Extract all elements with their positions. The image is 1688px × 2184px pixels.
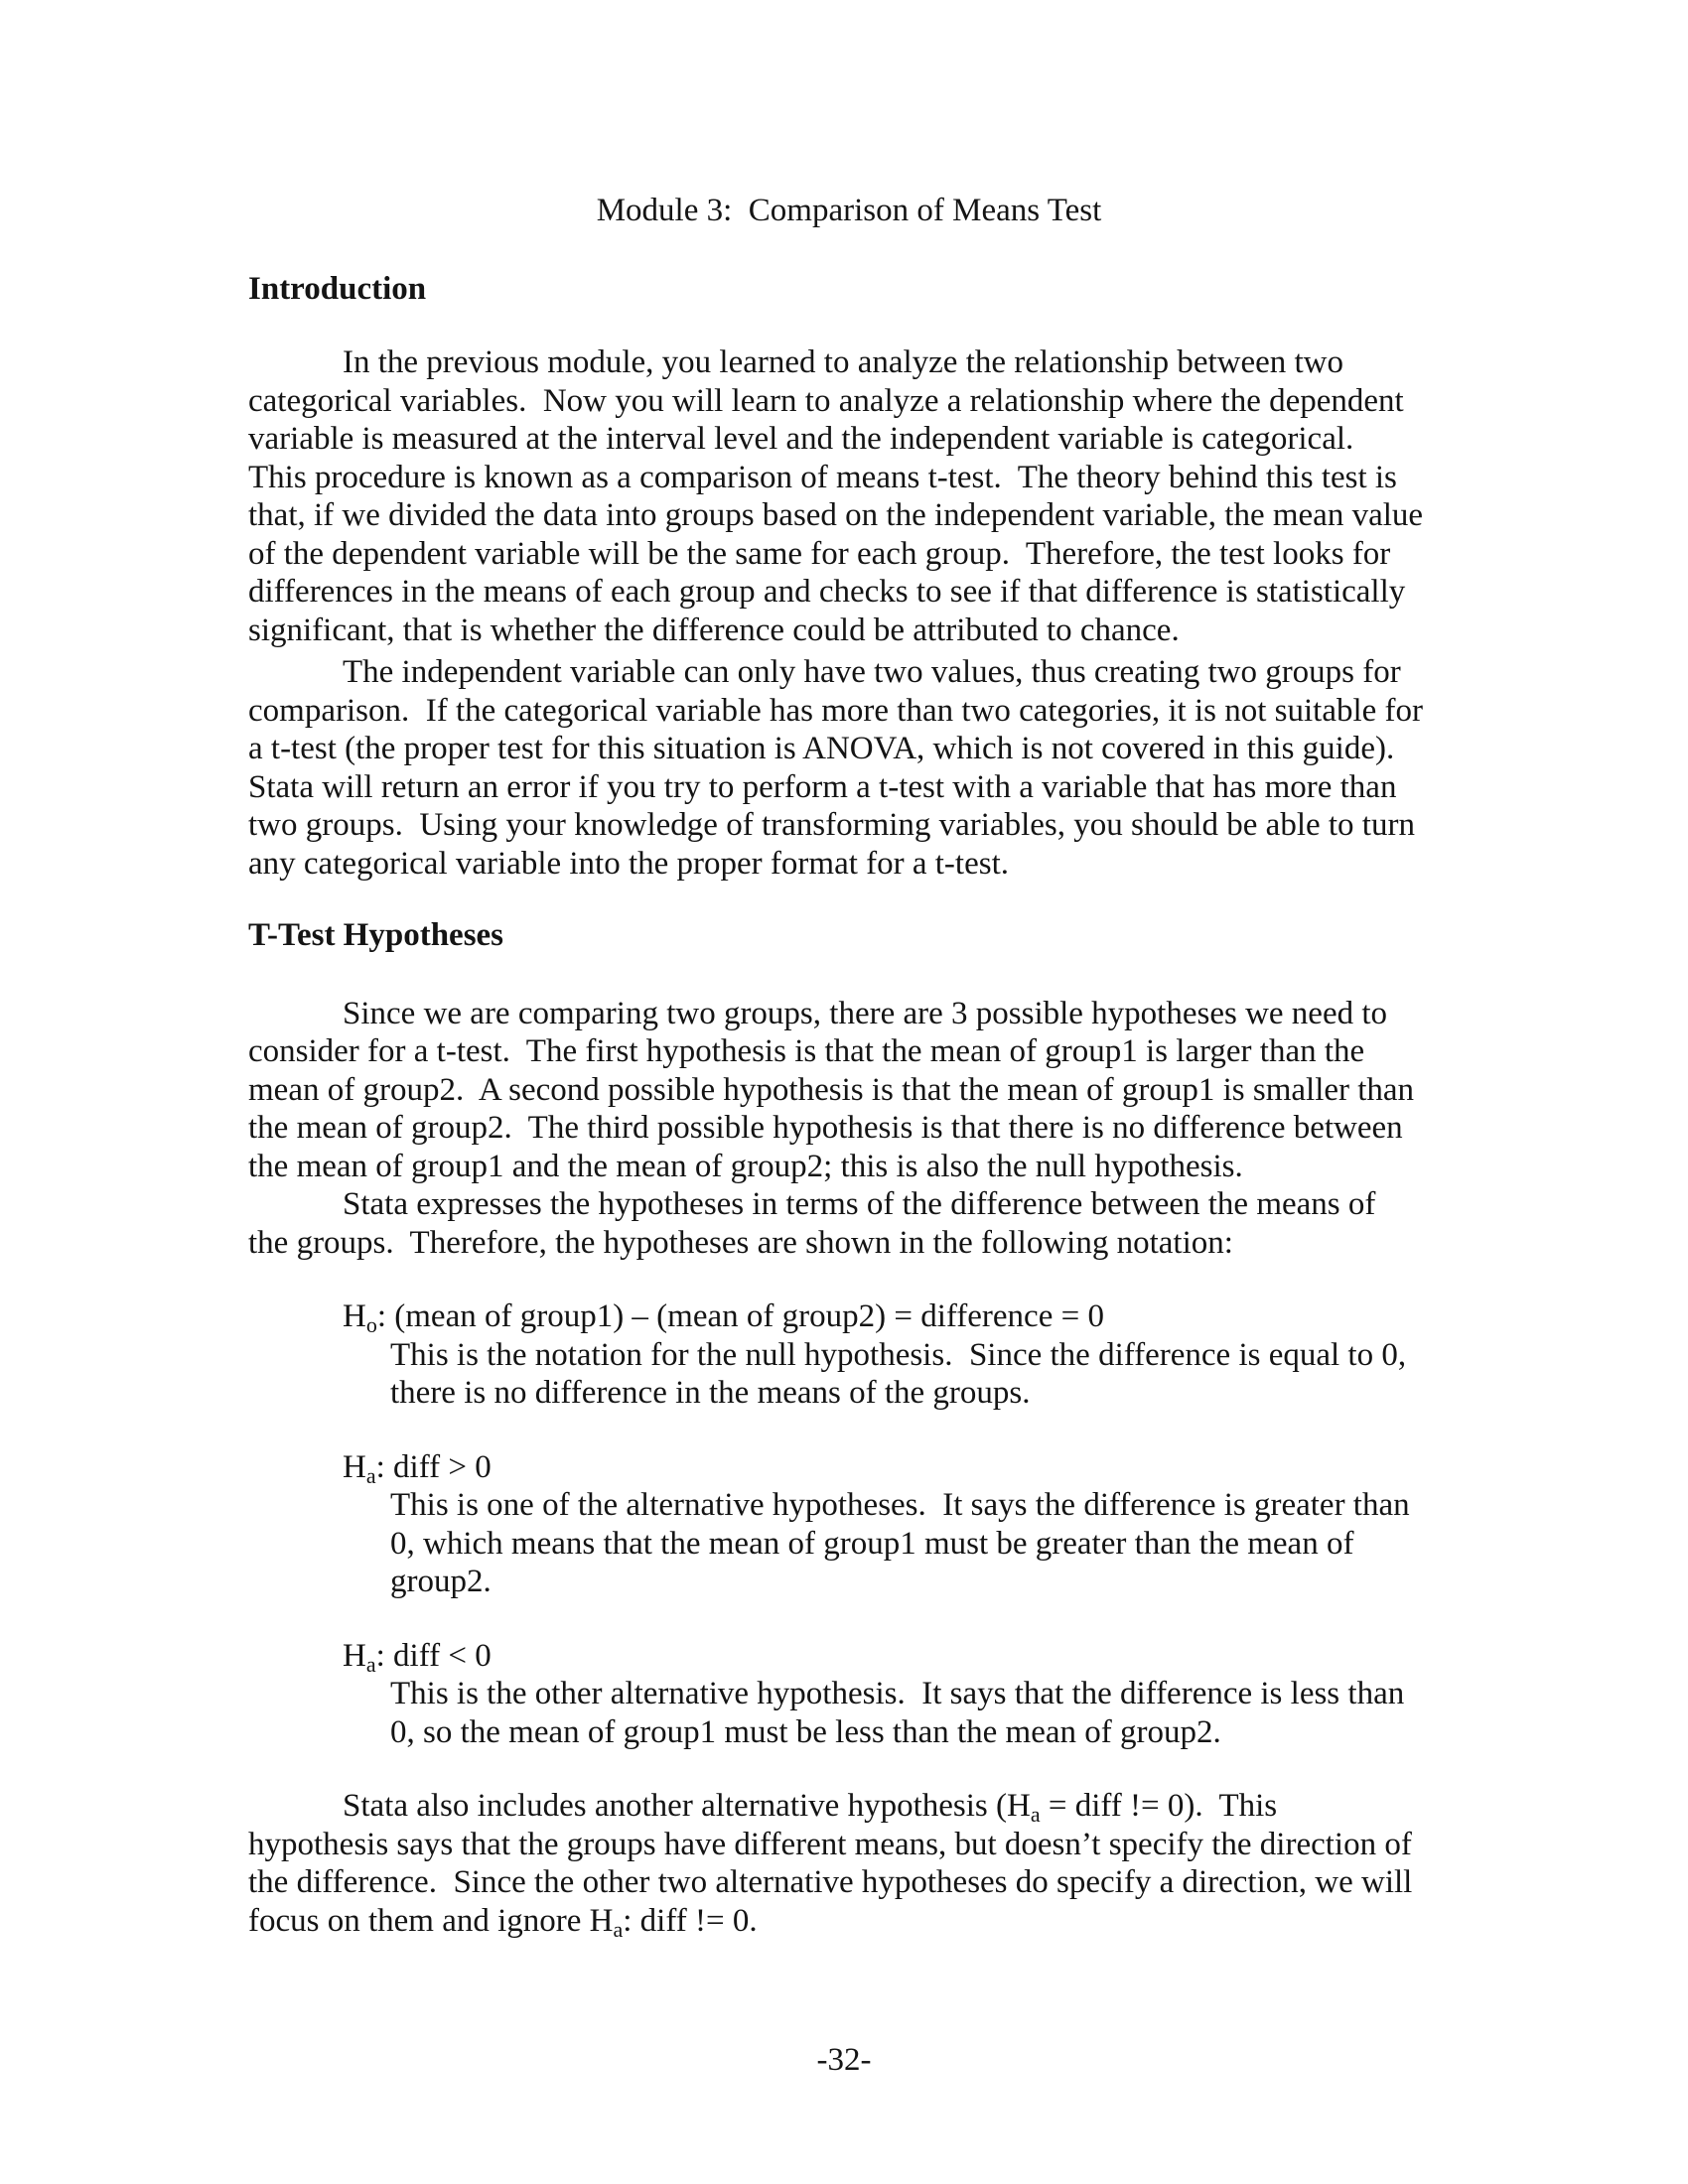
subscript: a <box>365 1462 376 1488</box>
text-line: Introduction <box>248 270 427 307</box>
paragraph-hypotheses-overview <box>248 995 1450 1263</box>
text-line: $H_o$: (mean of group1) – (mean of group2) = difference = 0 <box>343 1298 1104 1337</box>
text-line: the mean of group1 and the mean of group2; this is also the null hypothesis. <box>248 1148 1243 1184</box>
text-line: $H_a$: diff > 0 <box>343 1448 492 1488</box>
section-heading-t-test-hypotheses <box>248 916 1450 955</box>
subscript: o <box>365 1312 377 1337</box>
text-line: Stata will return an error if you try to perform a t-test with a variable that has more than <box>248 768 1397 805</box>
document-content <box>248 192 1450 1940</box>
section-heading-introduction <box>248 270 1450 309</box>
text-line: a t-test (the proper test for this situation is ANOVA, which is not covered in this guide). <box>248 731 1395 766</box>
text-line: significant, that is whether the difference could be attributed to chance. <box>248 612 1180 648</box>
hypothesis-less-than <box>248 1637 1450 1752</box>
paragraph-closing <box>248 1787 1450 1940</box>
page-number: -32- <box>816 2042 872 2078</box>
page-footer <box>0 2041 1688 2080</box>
text-line: of the dependent variable will be the same for each group. Therefore, the test looks for <box>248 535 1391 572</box>
text-line: This is the notation for the null hypothesis. Since the difference is equal to 0, <box>390 1336 1407 1373</box>
text-line: any categorical variable into the proper format for a t-test. <box>248 845 1009 882</box>
text-line: hypothesis says that the groups have different means, but doesn’t specify the direction of <box>248 1826 1412 1862</box>
text-line: This is one of the alternative hypotheses. It says the difference is greater than <box>390 1487 1410 1523</box>
text-line: This procedure is known as a comparison of means t-test. The theory behind this test is <box>248 459 1397 495</box>
text-line: focus on them and ignore $H_a$: diff != 0. <box>248 1902 758 1942</box>
text-line: $H_a$: diff < 0 <box>343 1637 492 1677</box>
document-title <box>248 192 1450 230</box>
text-line: differences in the means of each group and checks to see if that difference is statistically <box>248 574 1406 610</box>
subscript: a <box>365 1651 376 1677</box>
text-line: Module 3: Comparison of Means Test <box>596 193 1102 228</box>
hypothesis-greater-than <box>248 1448 1450 1601</box>
paragraph-introduction-1 <box>248 343 1450 649</box>
subscript: a <box>613 1916 624 1942</box>
text-line: categorical variables. Now you will learn to analyze a relationship where the dependent <box>248 382 1404 419</box>
text-line: the difference. Since the other two alternative hypotheses do specify a direction, we will <box>248 1864 1413 1900</box>
text-line: group2. <box>390 1564 492 1599</box>
text-line: there is no difference in the means of the groups. <box>390 1375 1031 1411</box>
text-line: two groups. Using your knowledge of transforming variables, you should be able to turn <box>248 807 1415 843</box>
text-line: 0, which means that the mean of group1 must be greater than the mean of <box>390 1525 1354 1562</box>
text-line: that, if we divided the data into groups based on the independent variable, the mean value <box>248 497 1424 533</box>
text-line: 0, so the mean of group1 must be less than the mean of group2. <box>390 1713 1221 1750</box>
text-line: The independent variable can only have two values, thus creating two groups for <box>343 654 1401 690</box>
paragraph-introduction-2 <box>248 653 1450 883</box>
text-line: the mean of group2. The third possible hypothesis is that there is no difference between <box>248 1110 1403 1146</box>
text-line: Since we are comparing two groups, there are 3 possible hypotheses we need to <box>343 995 1388 1031</box>
text-line: consider for a t-test. The first hypothesis is that the mean of group1 is larger than the <box>248 1033 1365 1069</box>
text-line: Stata also includes another alternative hypothesis ($H_a$ = diff != 0). This <box>343 1788 1278 1827</box>
text-line: variable is measured at the interval level and the independent variable is categorical. <box>248 421 1354 457</box>
text-line: mean of group2. A second possible hypothesis is that the mean of group1 is smaller than <box>248 1071 1415 1108</box>
text-line: T-Test Hypotheses <box>248 917 504 953</box>
text-line: This is the other alternative hypothesis. It says that the difference is less than <box>390 1676 1405 1711</box>
text-line: In the previous module, you learned to analyze the relationship between two <box>343 344 1344 380</box>
hypothesis-null <box>248 1297 1450 1413</box>
text-line: the groups. Therefore, the hypotheses are shown in the following notation: <box>248 1224 1233 1261</box>
text-line: Stata expresses the hypotheses in terms of the difference between the means of <box>343 1186 1376 1222</box>
text-line: comparison. If the categorical variable has more than two categories, it is not suitable for <box>248 692 1424 729</box>
subscript: a <box>1030 1802 1041 1827</box>
